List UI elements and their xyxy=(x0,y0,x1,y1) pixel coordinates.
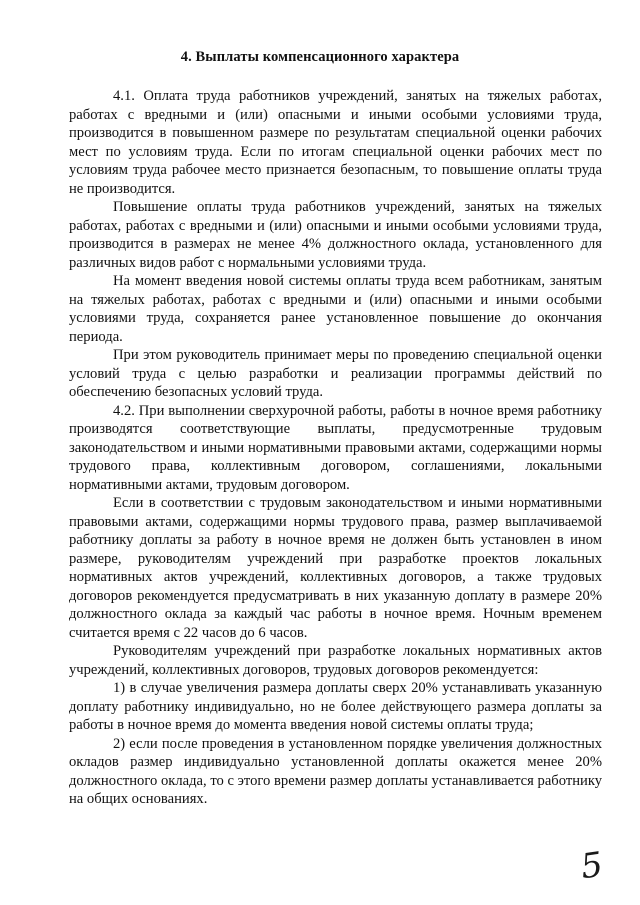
handwritten-page-number: 5 xyxy=(578,844,606,888)
paragraph-increase-amount: Повышение оплаты труда работников учреждений, занятых на тяжелых работах, работах с вредными и (или) опасными и иными особыми условиями труда, производится в размерах не менее 4% должностного оклада, установленного для различных видов работ с нормальными условиями труда. xyxy=(69,199,602,271)
section-body xyxy=(69,87,602,809)
section-heading: 4. Выплаты компенсационного характера xyxy=(180,49,460,65)
paragraph-transition: На момент введения новой системы оплаты труда всем работникам, занятым на тяжелых работах, работах с вредными и (или) опасными и иными особыми условиями труда, сохраняется ранее установленное повышение до окончания периода. xyxy=(69,273,602,345)
paragraph-night-work: Если в соответствии с трудовым законодательством и иными нормативными правовыми актами, содержащими нормы трудового права, размер выплачиваемой работнику доплаты за работу в ночное время не должен быть установлен в ином размере, руководителям учреждений при разработке проектов локальных нормативных актов учреждений, коллективных договоров, а также трудовых договоров рекомендуется предусматривать в них указанную доплату в размере 20% должностного оклада за каждый час работы в ночное время. Ночным временем считается время с 22 часов до 6 часов. xyxy=(69,495,602,641)
list-item-2: 2) если после проведения в установленном порядке увеличения должностных окладов размер индивидуально установленной доплаты окажется менее 20% должностного оклада, то с этого времени размер доплаты устанавливается работнику на общих основаниях. xyxy=(69,735,602,807)
paragraph-manager-measures: При этом руководитель принимает меры по проведению специальной оценки условий труда с целью разработки и реализации программы действий по обеспечению безопасных условий труда. xyxy=(69,347,602,400)
list-item-1: 1) в случае увеличения размера доплаты сверх 20% устанавливать указанную доплату работнику индивидуально, но не более действующего размера доплаты за работы в ночное время до момента введения новой системы оплаты труда; xyxy=(69,680,602,733)
paragraph-recommendations: Руководителям учреждений при разработке локальных нормативных актов учреждений, коллективных договоров, трудовых договоров рекомендуется: xyxy=(69,643,602,678)
paragraph-4-2: 4.2. При выполнении сверхурочной работы, работы в ночное время работнику производятся соответствующие выплаты, предусмотренные трудовым законодательством и иными нормативными правовыми актами, содержащими нормы трудового права, коллективным договором, соглашениями, локальными нормативными актами, трудовым договором. xyxy=(69,402,602,493)
paragraph-4-1: 4.1. Оплата труда работников учреждений, занятых на тяжелых работах, работах с вредными и (или) опасными и иными особыми условиями труда, производится в повышенном размере по результатам специальной оценки рабочих мест по условиям труда. Если по итогам специальной оценки рабочих мест по условиям труда рабочее место признается безопасным, то повышение оплаты труда не производится. xyxy=(69,88,602,197)
